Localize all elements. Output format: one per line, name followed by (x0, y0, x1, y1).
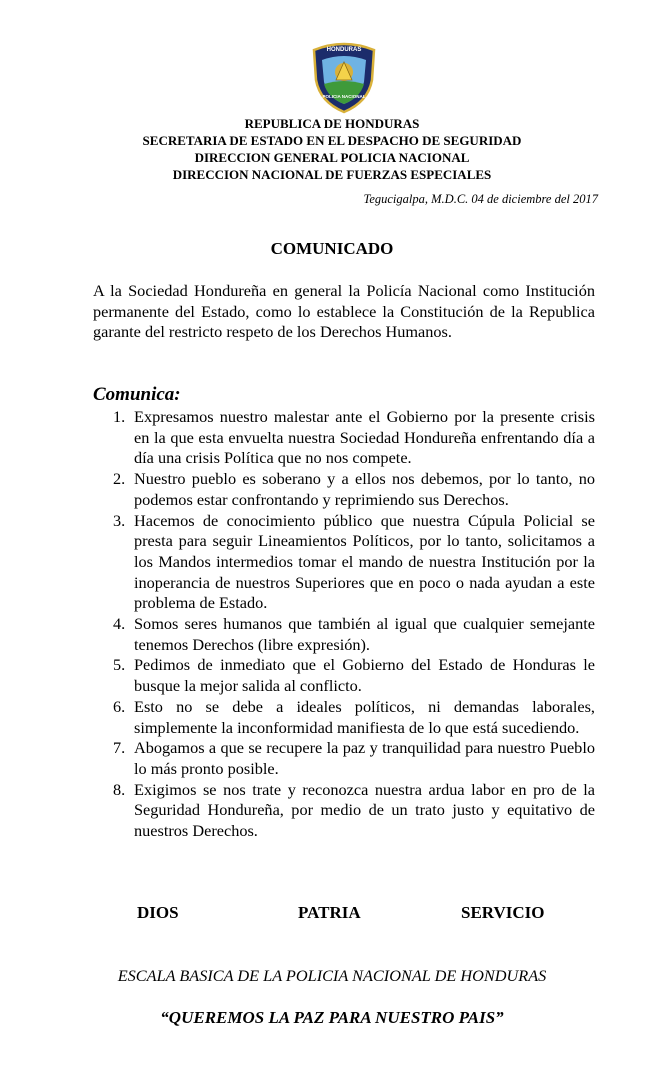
item-number: 2. (113, 469, 126, 489)
list-item (93, 407, 595, 469)
signature-line: ESCALA BASICA DE LA POLICIA NACIONAL DE HONDURAS (117, 966, 547, 985)
closing-slogan: “QUEREMOS LA PAZ PARA NUESTRO PAIS” (160, 1008, 504, 1027)
letterhead-line: REPUBLICA DE HONDURAS (244, 116, 420, 131)
item-number: 3. (113, 510, 126, 530)
list-item (93, 655, 595, 696)
item-number: 5. (113, 655, 126, 675)
list-item (93, 780, 595, 842)
item-text: Somos seres humanos que también al igual que cualquier semejante tenemos Derechos (libre expresión). (134, 614, 595, 654)
list-item (93, 511, 595, 615)
letterhead-line: DIRECCION GENERAL POLICIA NACIONAL (194, 150, 470, 165)
list-item (93, 697, 595, 738)
item-number: 8. (113, 779, 126, 799)
intro-paragraph: A la Sociedad Hondureña en general la Policía Nacional como Institución permanente del Estado, como lo establece la Constitución de la Republica garante del restricto respeto de los Derechos Humanos. (93, 281, 595, 342)
item-text: Hacemos de conocimiento público que nuestra Cúpula Policial se presta para seguir Lineamientos Políticos, por lo tanto, solicitamos a los Mandos intermedios tomar el mando de nuestra Institución por la inoperancia de nuestros Superiores que en poco o nada ayudan a este problema de Estado. (134, 510, 595, 613)
comunica-heading: Comunica: (93, 384, 181, 405)
item-number: 7. (113, 738, 126, 758)
item-text: Exigimos se nos trate y reconozca nuestra ardua labor en pro de la Seguridad Hondureña, por medio de un trato justo y equitativo de nuestros Derechos. (134, 779, 595, 841)
list-item (93, 469, 595, 510)
badge-bottom-text: POLICIA NACIONAL (322, 94, 366, 99)
list-item (93, 738, 595, 779)
document-title: COMUNICADO (270, 239, 394, 258)
item-text: Esto no se debe a ideales políticos, ni demandas laborales, simplemente la inconformidad manifiesta de lo que está sucediendo. (134, 696, 595, 737)
badge-top-text: HONDURAS (326, 47, 362, 53)
motto-dios: DIOS (137, 903, 179, 922)
letterhead-line: DIRECCION NACIONAL DE FUERZAS ESPECIALES (172, 167, 492, 182)
list-item (93, 614, 595, 655)
statement-list (93, 407, 595, 842)
item-number: 1. (113, 407, 126, 426)
letterhead-line: SECRETARIA DE ESTADO EN EL DESPACHO DE SEGURIDAD (142, 133, 522, 148)
police-badge-logo (308, 40, 380, 114)
item-text: Pedimos de inmediato que el Gobierno del Estado de Honduras le busque la mejor salida al conflicto. (134, 655, 595, 696)
letterhead (0, 115, 664, 183)
item-number: 4. (113, 614, 126, 634)
motto-patria: PATRIA (298, 903, 361, 922)
item-number: 6. (113, 696, 126, 716)
document-date: Tegucigalpa, M.D.C. 04 de diciembre del 2017 (363, 192, 598, 206)
item-text: Nuestro pueblo es soberano y a ellos nos debemos, por lo tanto, no podemos estar confrontando y reprimiendo sus Derechos. (134, 469, 595, 509)
item-text: Abogamos a que se recupere la paz y tranquilidad para nuestro Pueblo lo más pronto posible. (134, 738, 595, 778)
motto-servicio: SERVICIO (461, 903, 545, 922)
item-text: Expresamos nuestro malestar ante el Gobierno por la presente crisis en la que esta envuelta nuestra Sociedad Hondureña enfrentando día a día una crisis Política que no nos compete. (134, 407, 595, 468)
